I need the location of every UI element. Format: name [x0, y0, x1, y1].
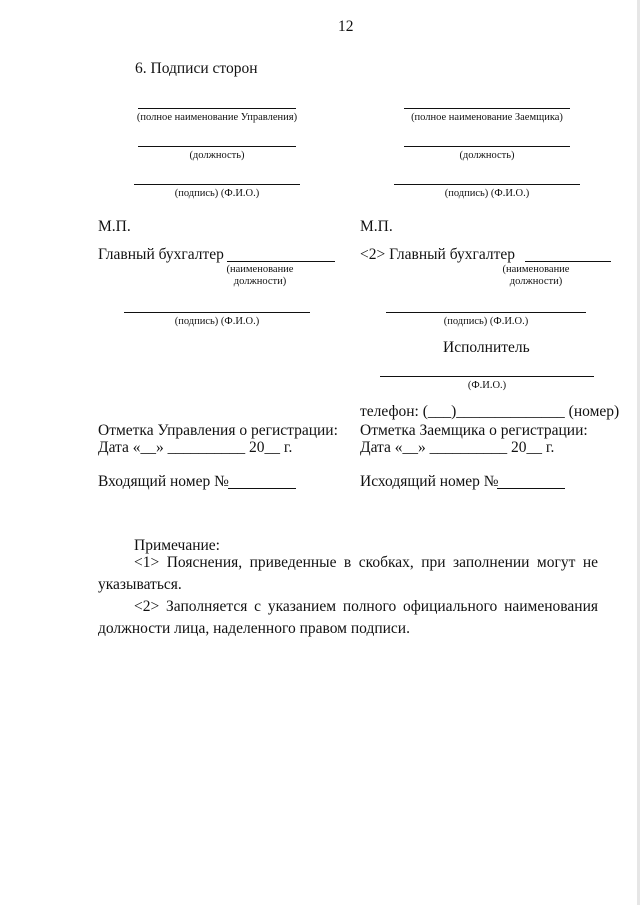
note-1: <1> Пояснения, приведенные в скобках, при заполнении могут не указываться. [98, 554, 598, 593]
registration-mark-right: Отметка Заемщика о регистрации: [360, 422, 588, 439]
executor-caption: (Ф.И.О.) [467, 380, 507, 391]
incoming-number-label: Входящий номер № [98, 473, 229, 490]
page-number: 12 [338, 18, 354, 35]
position-line-left[interactable] [138, 146, 296, 147]
date-field-right[interactable]: Дата «__» __________ 20__ г. [360, 439, 555, 456]
signature-caption-left-2: (подпись) (Ф.И.О.) [174, 316, 260, 327]
signature-caption-right: (подпись) (Ф.И.О.) [444, 188, 530, 199]
org-name-line-left[interactable] [138, 108, 296, 109]
notes-heading: Примечание: [134, 537, 220, 554]
chief-accountant-line-right[interactable] [525, 261, 611, 262]
phone-field[interactable]: телефон: (___)______________ (номер) [360, 403, 620, 420]
executor-label: Исполнитель [443, 339, 530, 356]
position-name-caption-left-1: (наименование [226, 264, 294, 275]
position-line-right[interactable] [404, 146, 570, 147]
position-name-caption-right-1: (наименование [502, 264, 570, 275]
position-name-caption-right-2: должности) [509, 276, 563, 287]
incoming-number-line[interactable] [228, 488, 296, 489]
signature-line-right-2[interactable] [386, 312, 586, 313]
stamp-place-left: М.П. [98, 218, 131, 235]
note-2: <2> Заполняется с указанием полного официального наименования должности лица, наделенного правом подписи. [98, 598, 598, 637]
registration-mark-left: Отметка Управления о регистрации: [98, 422, 338, 439]
org-caption-right: (полное наименование Заемщика) [411, 112, 563, 123]
position-name-caption-left-2: должности) [233, 276, 287, 287]
org-name-line-right[interactable] [404, 108, 570, 109]
org-caption-left: (полное наименование Управления) [136, 112, 298, 123]
signature-caption-right-2: (подпись) (Ф.И.О.) [443, 316, 529, 327]
section-title: 6. Подписи сторон [135, 60, 258, 77]
outgoing-number-line[interactable] [497, 488, 565, 489]
signature-line-left-2[interactable] [124, 312, 310, 313]
chief-accountant-label-left: Главный бухгалтер [98, 246, 224, 263]
chief-accountant-label-right: <2> Главный бухгалтер [360, 246, 516, 263]
position-caption-left: (должность) [189, 150, 245, 161]
signature-line-left[interactable] [134, 184, 300, 185]
stamp-place-right: М.П. [360, 218, 393, 235]
outgoing-number-label: Исходящий номер № [360, 473, 499, 490]
position-caption-right: (должность) [459, 150, 515, 161]
chief-accountant-line-left[interactable] [227, 261, 335, 262]
signature-caption-left: (подпись) (Ф.И.О.) [174, 188, 260, 199]
date-field-left[interactable]: Дата «__» __________ 20__ г. [98, 439, 293, 456]
signature-line-right[interactable] [394, 184, 580, 185]
notes-block [98, 552, 598, 640]
executor-line[interactable] [380, 376, 594, 377]
